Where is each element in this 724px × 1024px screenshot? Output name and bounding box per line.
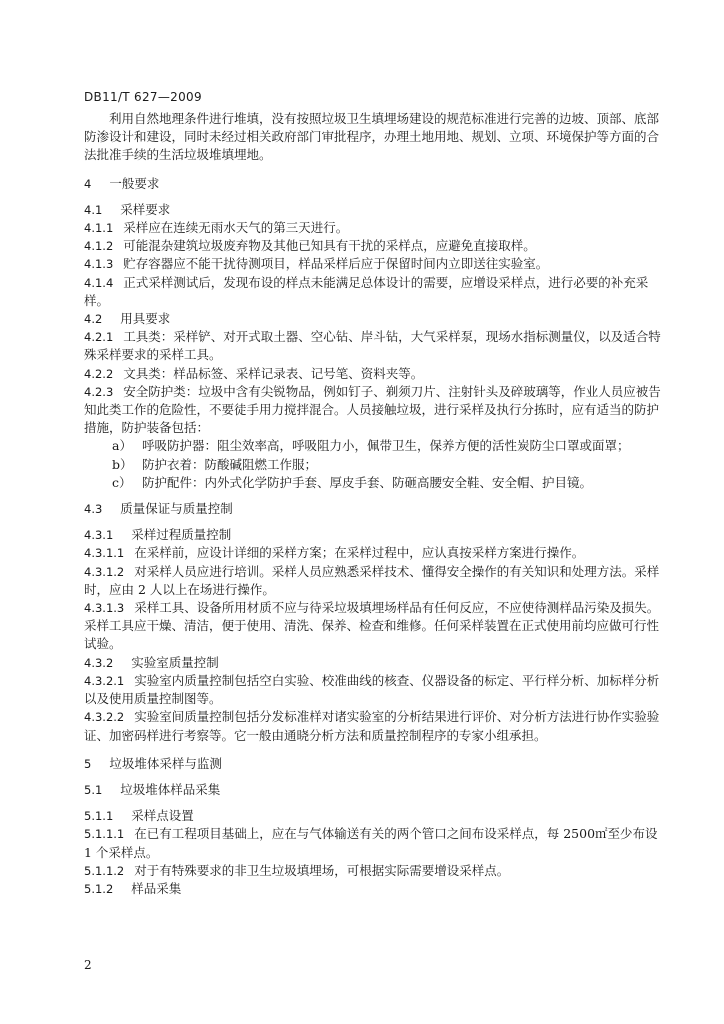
clause-text: 文具类：样品标签、采样记录表、记号笔、资料夹等。 [123,365,424,381]
clause-number: 4.1.2 [84,239,114,254]
clause-number: 4.1.4 [84,275,114,290]
heading-4 [84,175,662,193]
list-text: 呼吸防护器：阻尘效率高，呼吸阻力小，佩带卫生，保养方便的活性炭防尘口罩或面罩； [142,438,630,454]
list-item [112,437,662,455]
clause-number: 4.3.1.3 [84,601,125,616]
heading-4-3-number: 4.3 [84,502,103,517]
clause-text: 正式采样测试后，发现布设的样点未能满足总体设计的需要，应增设采样点，进行必要的补充采样。 [84,274,649,308]
heading-5-1-1-title: 采样点设置 [131,808,194,824]
heading-5-title: 垃圾堆体采样与监测 [109,755,222,771]
clause-number: 4.2.3 [84,384,114,399]
intro-paragraph: 利用自然地理条件进行堆填，没有按照垃圾卫生填埋场建设的规范标准进行完善的边坡、顶部、底部防渗设计和建设，同时未经过相关政府部门审批程序，办理土地用地、规划、立项、环境保护等方面的合法批准手续的生活垃圾堆填埋地。 [84,111,660,163]
clause-4-3-2-2 [84,708,662,744]
heading-4-1-number: 4.1 [84,202,103,217]
clause-text: 对于有特殊要求的非卫生垃圾填埋场，可根据实际需要增设采样点。 [134,862,510,878]
clause-number: 4.2.1 [84,330,114,345]
list-marker: a） [112,438,132,454]
clause-number: 4.3.2.2 [84,710,125,725]
heading-4-2-title: 用具要求 [120,311,171,327]
clause-4-2-1 [84,328,662,364]
clause-4-3-2-1 [84,672,662,708]
clause-text: 采样工具、设备所用材质不应与待采垃圾填埋场样品有任何反应，不应使待测样品污染及损失。采样工具应干燥、清洁，便于使用、清洗、保养、检查和维修。任何采样装置在正式使用前均应做可行性试验。 [84,600,660,652]
clause-number: 4.2.2 [84,366,114,381]
heading-5-1-2 [84,880,662,898]
list-text: 防护配件：内外式化学防护手套、厚皮手套、防砸高腰安全鞋、安全帽、护目镜。 [142,474,593,490]
heading-5 [84,755,662,773]
heading-4-number: 4 [84,176,92,191]
page-number: 2 [84,958,92,972]
heading-5-1-title: 垃圾堆体样品采集 [120,781,221,797]
heading-5-1-number: 5.1 [84,782,103,797]
clause-4-1-1 [84,219,662,237]
clause-4-2-3 [84,383,662,438]
heading-5-1-1-number: 5.1.1 [84,809,114,824]
heading-4-3-1 [84,526,662,544]
heading-4-2 [84,310,662,328]
clause-4-3-1-3 [84,599,662,654]
clause-4-1-2 [84,237,662,255]
heading-4-3-1-number: 4.3.1 [84,528,114,543]
heading-4-3-1-title: 采样过程质量控制 [131,527,232,543]
standard-code: DB11/T 627—2009 [84,90,202,104]
clause-text: 实验室内质量控制包括空白实验、校准曲线的核查、仪器设备的标定、平行样分析、加标样分析以及使用质量控制图等。 [84,672,660,707]
clause-number: 5.1.1.1 [84,827,125,842]
clause-number: 5.1.1.2 [84,863,125,878]
clause-text: 可能混杂建筑垃圾废弃物及其他已知具有干扰的采样点，应避免直接取样。 [123,238,536,254]
clause-4-1-4 [84,274,662,310]
list-marker: b） [112,456,133,472]
clause-4-2-2 [84,365,662,383]
heading-4-1 [84,201,662,219]
heading-4-1-title: 采样要求 [120,201,171,217]
heading-5-number: 5 [84,756,92,771]
list-item [112,474,662,492]
clause-number: 4.3.1.1 [84,546,125,561]
heading-5-1 [84,781,662,799]
clause-number: 4.3.1.2 [84,564,125,579]
list-text: 防护衣着：防酸碱阻燃工作服； [142,456,318,472]
heading-4-3-2 [84,654,662,672]
clause-number: 4.1.3 [84,257,114,272]
clause-text: 实验室间质量控制包括分发标准样对诸实验室的分析结果进行评价、对分析方法进行协作实验验证、加密码样进行考察等。它一般由通晓分析方法和质量控制程序的专家小组承担。 [84,709,660,743]
list-marker: c） [112,474,132,490]
heading-4-3-title: 质量保证与质量控制 [120,501,233,517]
clause-number: 4.1.1 [84,221,114,236]
clause-text: 工具类：采样铲、对开式取土器、空心钻、岸斗钻，大气采样泵，现场水指标测量仪，以及适合特殊采样要求的采样工具。 [84,329,661,363]
clause-text: 安全防护类：垃圾中含有尖锐物品，例如钉子、剃须刀片、注射针头及碎玻璃等，作业人员应被告知此类工作的危险性，不要徒手用力搅拌混合。人员接触垃圾，进行采样及执行分拣时，应有适当的防护措施，防护装备包括： [84,383,661,436]
clause-4-1-3 [84,255,662,273]
heading-4-3-2-number: 4.3.2 [84,655,114,670]
list-item [112,456,662,474]
clause-5-1-1-2 [84,862,662,880]
heading-4-2-number: 4.2 [84,312,103,327]
document-body [84,110,662,898]
clause-text: 采样应在连续无雨水天气的第三天进行。 [123,220,349,236]
clause-4-3-1-1 [84,544,662,562]
clause-4-3-1-2 [84,563,662,599]
heading-5-1-1 [84,807,662,825]
clause-text: 在采样前，应设计详细的采样方案；在采样过程中，应认真按采样方案进行操作。 [134,545,585,561]
clause-number: 4.3.2.1 [84,673,125,688]
heading-4-3 [84,500,662,518]
heading-4-3-2-title: 实验室质量控制 [131,654,219,670]
clause-text: 在已有工程项目基础上，应在与气体输送有关的两个管口之间布设采样点，每 2500㎡至少布设 1 个采样点。 [84,826,658,860]
heading-5-1-2-title: 样品采集 [131,880,182,896]
heading-4-title: 一般要求 [109,175,160,191]
clause-text: 贮存容器应不能干扰待测项目，样品采样后应于保留时间内立即送往实验室。 [123,256,549,272]
clause-5-1-1-1 [84,825,662,861]
heading-5-1-2-number: 5.1.2 [84,881,114,896]
clause-text: 对采样人员应进行培训。采样人员应熟悉采样技术、懂得安全操作的有关知识和处理方法。采样时，应由 2 人以上在场进行操作。 [84,563,660,597]
